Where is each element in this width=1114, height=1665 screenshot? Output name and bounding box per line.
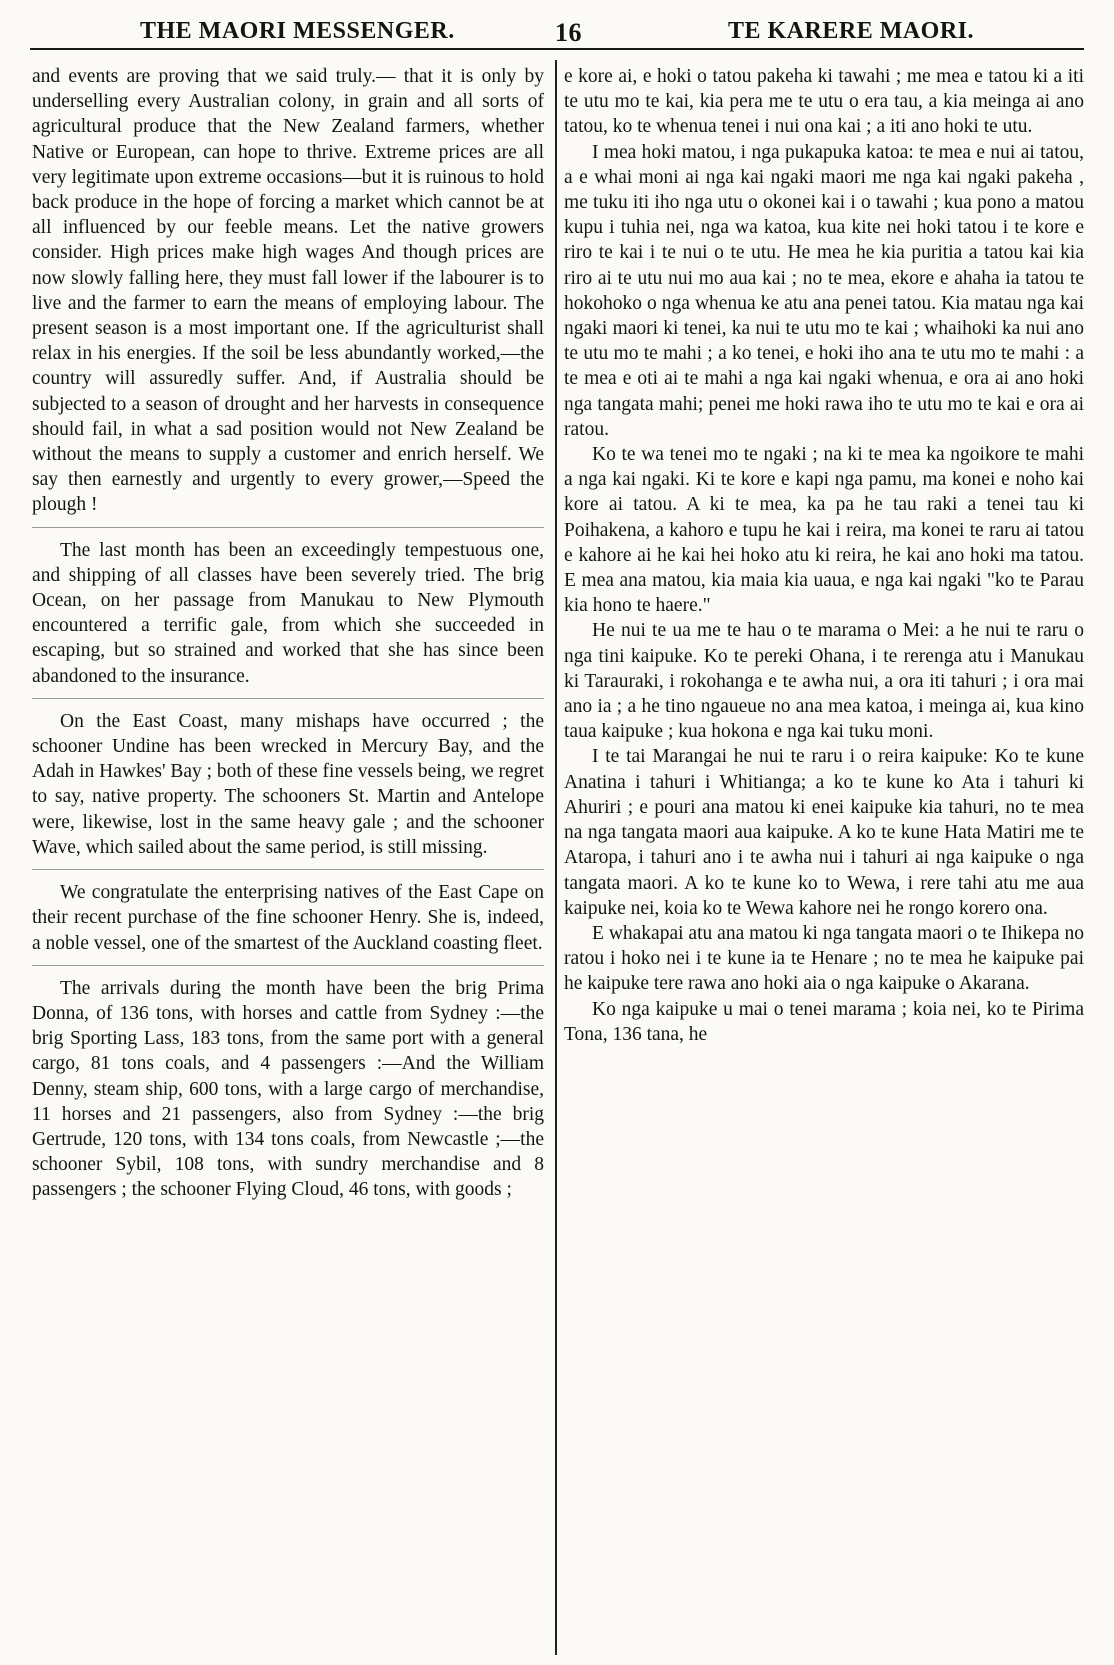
page-number: 16 [555,18,582,47]
english-paragraph-weather: The last month has been an exceedingly tempestuous one, and shipping of all classes have been severely tried. The brig Ocean, on her passage from Manukau to New Plymouth encountered a terrific gale, from which she succeeded in escaping, but so strained and worked that she has since been abandoned to the insurance. [32,539,544,687]
maori-paragraph-6: E whakapai atu ana matou ki nga tangata maori o te Ihikepa no ratou i hoko nei i te kune ia te Henare ; no te mea he kaipuke pai he kaipuke tere rawa ano hoki aia o nga kaipuke o Akarana. [564,922,1084,995]
maori-column [564,64,1084,1047]
english-paragraph-east-coast: On the East Coast, many mishaps have occurred ; the schooner Undine has been wrecked in Mercury Bay, and the Adah in Hawkes' Bay ; both of these fine vessels being, we regret to say, native property. The schooners St. Martin and Antelope were, likewise, lost in the same heavy gale ; and the schooner Wave, which sailed about the same period, is still missing. [32,710,544,858]
maori-paragraph-2: I mea hoki matou, i nga pukapuka katoa: te mea e nui ai tatou, a e whai moni ai nga kai ngaki maori me nga kai ngaki pakeha , me tuku iti iho nga utu o okonei kai i o tawahi ; kua pono a matou kupu i tuhia nei, nga wa katoa, kua kite nei hoki tatou i te kore e riro te kai i te nui o te utu. He mea he kia puritia a tatou kai kia riro ai te utu nui mo aua kai ; no te mea, ekore e ahaha ia tatou te hokohoko o nga whenua ke atu ana penei tatou. Kia matau nga kai ngaki maori ki tenei, ka nui te utu mo te kai ; whaihoki ka nui ano te utu mo te mahi ; a ko tenei, e hoki iho ana te utu mo te mahi : a te mea e oti ai te mahi a nga kai ngaki whenua, e ora ai ano hoki nga tangata mahi; penei me hoki rawa iho te utu mo te kai e ora ai ratou. [564,141,1084,440]
maori-paragraph-1: e kore ai, e hoki o tatou pakeha ki tawahi ; me mea e tatou ki a iti te utu mo te kai, kia pera me te utu o era tau, a kia meinga ai ano tatou, ko te whenua tenei i nui ona kai ; a iti ano hoki te utu. [564,66,1084,138]
english-column [32,64,544,1203]
header-title-english: THE MAORI MESSENGER. [140,18,455,44]
english-paragraph-schooner-henry: We congratulate the enterprising natives of the East Cape on their recent purchase of the fine schooner Henry. She is, indeed, a noble vessel, one of the smartest of the Auckland coasting fleet. [32,882,544,954]
maori-paragraph-4: He nui te ua me te hau o te marama o Mei: a he nui te raru o nga tini kaipuke. Ko te pereki Ohana, i te rerenga atu i Manukau ki Tarauraki, i rokohanga e te awha nui, a ora iti tahuri ; i ora mai ano ia ; a he tino ngaueue no ana mea katoa, i meinga ai, kua kino taua kaipuke ; kua hokona e nga kai tuku moni. [564,620,1084,743]
maori-paragraph-5: I te tai Marangai he nui te raru i o reira kaipuke: Ko te kune Anatina i tahuri i Whitianga; a ko te kune ko Ata i tahuri ki Ahuriri ; e pouri ana matou ki enei kaipuke kia tahuri, no te mea na nga tangata maori aua kaipuke. A ko te kune Hata Matiri me te Ataropa, i tahuri ano i te awha nui i tahuri ai nga kaipuke o nga tangata maori. A ko te kune ko to Wewa, i rere tahi atu me aua kaipuke nei, koia ko te Wewa kahore nei he rongo korero ona. [564,746,1084,919]
section-rule [32,698,544,699]
section-rule [32,869,544,870]
column-divider [555,60,557,1655]
english-paragraph-plough: and events are proving that we said truly.— that it is only by underselling every Australian colony, in grain and all sorts of agricultural produce that the New Zealand farmers, whether Native or European, can hope to thrive. Extreme prices are all very legitimate upon extreme occasions—but it is ruinous to hold back produce in the hope of forcing a market which cannot be at all influenced by our feeble means. Let the native growers consider. High prices make high wages And though prices are now slowly falling here, they must fall lower if the labourer is to live and the farmer to earn the means of employing labour. The present season is a most important one. If the agriculturist shall relax in his energies. If the soil be less abundantly worked,—the country will assuredly suffer. And, if Australia should be subjected to a season of drought and her harvests in consequence should fail, in what a sad position would not New Zealand be without the means to supply a customer and enrich herself. We say then earnestly and urgently to every grower,—Speed the plough ! [32,66,544,516]
header-title-maori: TE KARERE MAORI. [728,18,975,44]
maori-paragraph-7: Ko nga kaipuke u mai o tenei marama ; koia nei, ko te Pirima Tona, 136 tana, he [564,998,1084,1045]
maori-paragraph-3: Ko te wa tenei mo te ngaki ; na ki te mea ka ngoikore te mahi a nga kai ngaki. Ki te kore e kapi nga pamu, ma konei e noho kai kore ai tatou. A ki te mea, ka pa he tau raki a tenei tau ki Poihakena, a kahoro e tupu he kai i reira, ma konei te raru ai tatou e kahore ai he kai hei hoko atu ki reira, he kai ano hoki ma tatou. E mea ana matou, kia maia kia uaua, e nga kai ngaki "ko te Parau kia hono te haere." [564,444,1084,617]
section-rule [32,965,544,966]
page-header [30,14,1084,50]
english-paragraph-arrivals: The arrivals during the month have been the brig Prima Donna, of 136 tons, with horses and cattle from Sydney :—the brig Sporting Lass, 183 tons, from the same port with a general cargo, 81 tons coals, and 4 passengers :—And the William Denny, steam ship, 600 tons, with a large cargo of merchandise, 11 horses and 21 passengers, also from Sydney :—the brig Gertrude, 120 tons, with 134 tons coals, from Newcastle ;—the schooner Sybil, 108 tons, with sundry merchandise and 8 passengers ; the schooner Flying Cloud, 46 tons, with goods ; [32,977,544,1201]
section-rule [32,527,544,528]
